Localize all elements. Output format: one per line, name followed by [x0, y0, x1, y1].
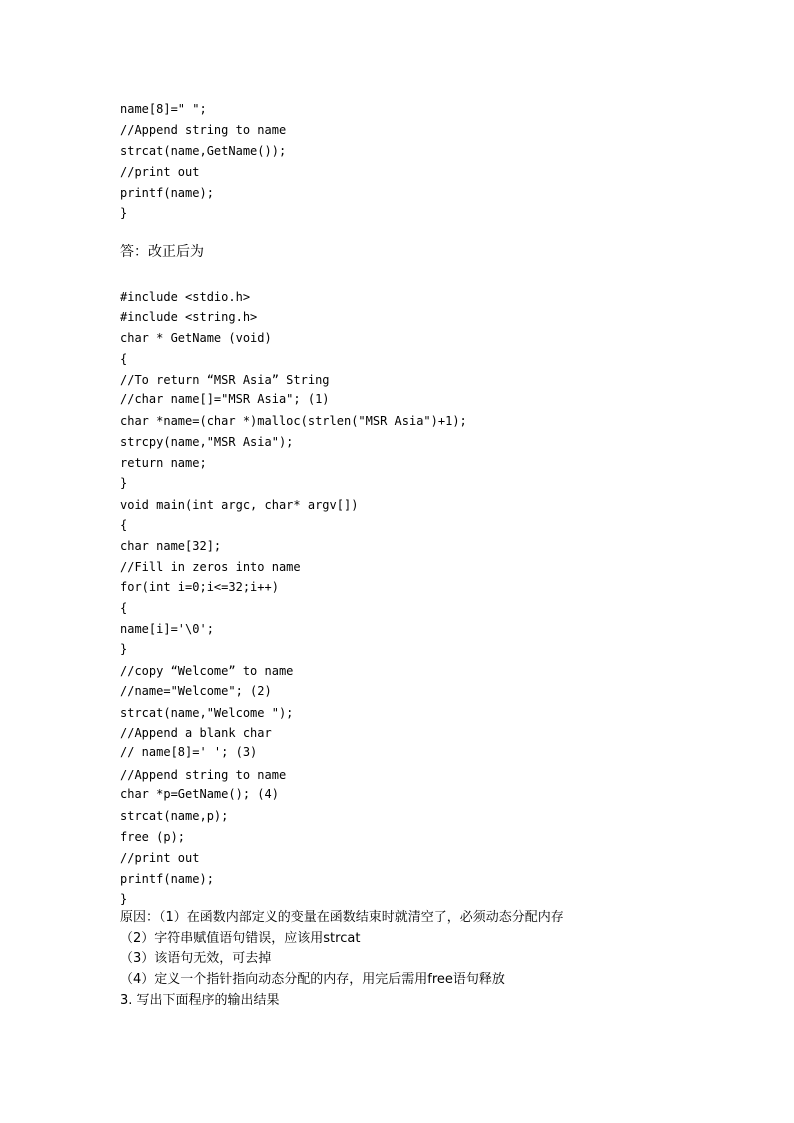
code-line: printf(name); [120, 186, 214, 200]
code-line: name[i]='\0'; [120, 622, 214, 636]
code-line: //name="Welcome"; (2) [120, 684, 272, 698]
code-line: char name[32]; [120, 539, 222, 553]
reason-line: （4）定义一个指针指向动态分配的内存，用完后需用free语句释放 [120, 972, 505, 987]
code-line: } [120, 892, 128, 906]
code-line: strcpy(name,"MSR Asia"); [120, 435, 294, 449]
code-line: void main(int argc, char* argv[]) [120, 498, 359, 512]
code-line: free (p); [120, 830, 186, 844]
code-line: { [120, 352, 128, 366]
code-line: char * GetName (void) [120, 331, 272, 345]
code-line: printf(name); [120, 872, 214, 886]
code-line: #include <string.h> [120, 310, 258, 324]
code-line: // name[8]=' '; (3) [120, 745, 258, 759]
reason-line: （2）字符串赋值语句错误，应该用strcat [120, 931, 361, 946]
code-line: char *p=GetName(); (4) [120, 787, 279, 801]
question-line: 3. 写出下面程序的输出结果 [120, 993, 280, 1008]
reason-line: （3）该语句无效，可去掉 [120, 951, 272, 966]
code-line: //Append a blank char [120, 726, 272, 740]
code-line: #include <stdio.h> [120, 290, 251, 304]
code-line: return name; [120, 456, 207, 470]
code-line: for(int i=0;i<=32;i++) [120, 580, 279, 594]
code-line: //Fill in zeros into name [120, 560, 301, 574]
code-line: { [120, 518, 128, 532]
answer-heading: 答：改正后为 [120, 244, 204, 260]
code-line: //To return “MSR Asia” String [120, 373, 330, 387]
code-line: //Append string to name [120, 768, 287, 782]
code-line: strcat(name,"Welcome "); [120, 706, 294, 720]
code-line: //Append string to name [120, 123, 287, 137]
code-line: //print out [120, 851, 200, 865]
code-line: //print out [120, 165, 200, 179]
code-line: } [120, 642, 128, 656]
code-line: } [120, 476, 128, 490]
code-line: strcat(name,GetName()); [120, 144, 287, 158]
code-line: //char name[]="MSR Asia"; (1) [120, 392, 330, 406]
code-line: //copy “Welcome” to name [120, 664, 294, 678]
code-line: name[8]=" "; [120, 102, 207, 116]
code-line: char *name=(char *)malloc(strlen("MSR Asia")+1); [120, 414, 467, 428]
code-line: strcat(name,p); [120, 809, 229, 823]
code-line: } [120, 206, 128, 220]
code-line: { [120, 601, 128, 615]
reason-line: 原因：（1）在函数内部定义的变量在函数结束时就清空了，必须动态分配内存 [120, 910, 564, 925]
